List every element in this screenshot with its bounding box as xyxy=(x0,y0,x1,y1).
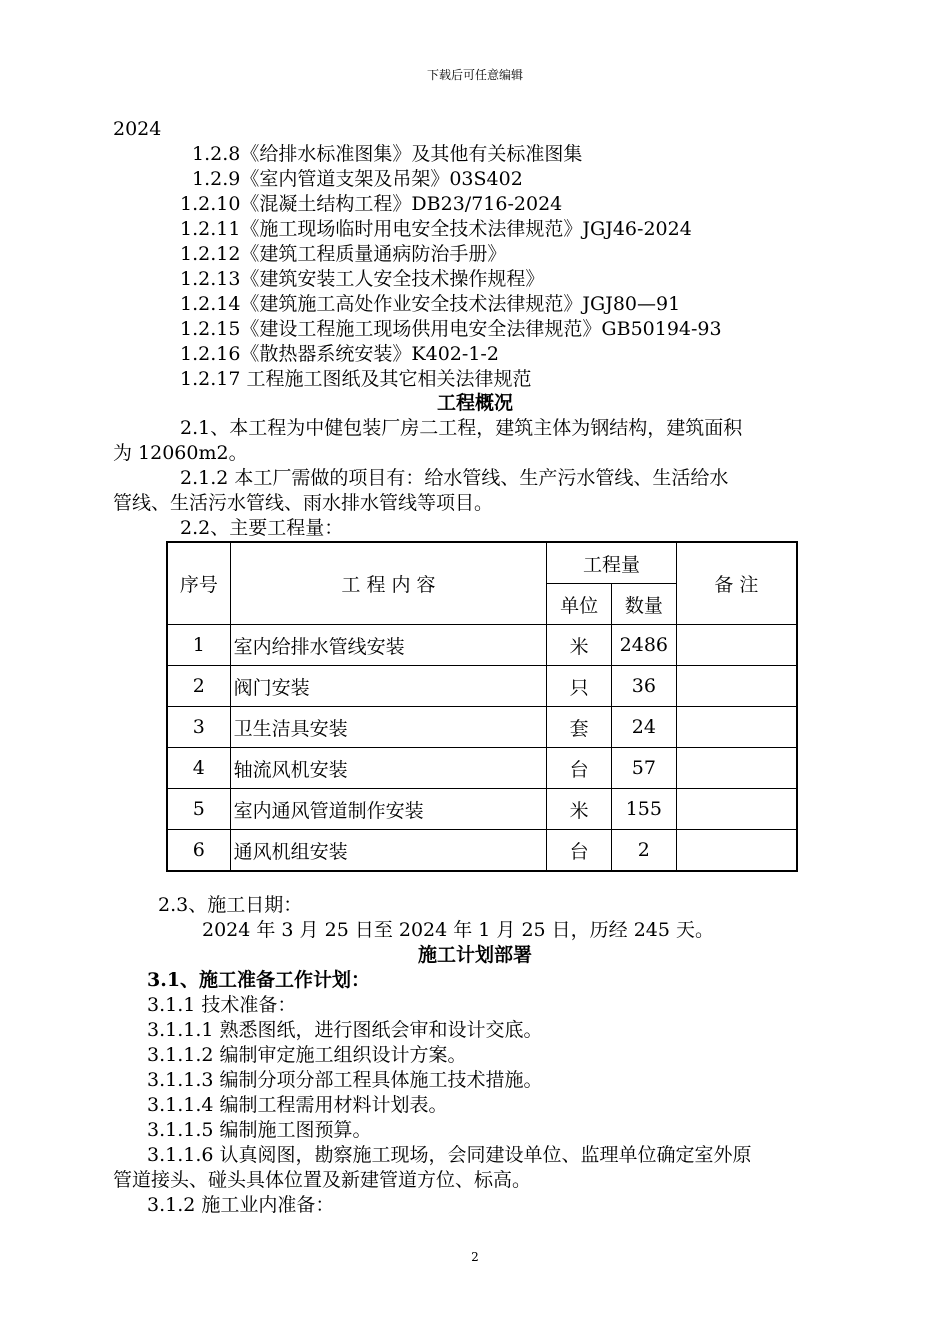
th-no: 序号 xyxy=(167,542,230,625)
page-header: 下载后可任意编辑 xyxy=(426,68,523,82)
item-3-1-1-3: 3.1.1.3 编制分项分部工程具体施工技术措施。 xyxy=(147,1069,543,1091)
item-3-1-1-2: 3.1.1.2 编制审定施工组织设计方案。 xyxy=(147,1044,467,1066)
item-3-1-1-6-line1: 3.1.1.6 认真阅图，勘察施工现场，会同建设单位、监理单位确定室外原 xyxy=(147,1144,752,1166)
cell-note xyxy=(676,707,797,748)
ref-1-2-9: 1.2.9《室内管道支架及吊架》03S402 xyxy=(192,168,523,190)
th-amount: 数量 xyxy=(611,584,676,625)
item-3-1-1: 3.1.1 技术准备： xyxy=(147,994,297,1016)
cell-amount: 57 xyxy=(611,748,676,789)
para-2-3: 2.3、施工日期： xyxy=(158,894,303,916)
quantity-table xyxy=(166,541,798,872)
ref-1-2-16: 1.2.16《散热器系统安装》K402-1-2 xyxy=(180,343,499,365)
cell-no: 2 xyxy=(167,666,230,707)
cell-content: 卫生洁具安装 xyxy=(230,707,547,748)
ref-1-2-8: 1.2.8《给排水标准图集》及其他有关标准图集 xyxy=(192,143,583,165)
cell-unit: 套 xyxy=(547,707,612,748)
cell-no: 1 xyxy=(167,625,230,666)
cell-unit: 米 xyxy=(547,789,612,830)
cell-content: 通风机组安装 xyxy=(230,830,547,872)
cell-unit: 台 xyxy=(547,830,612,872)
table-row xyxy=(167,707,797,748)
table-row xyxy=(167,666,797,707)
cell-unit: 只 xyxy=(547,666,612,707)
cell-no: 6 xyxy=(167,830,230,872)
cell-amount: 2486 xyxy=(611,625,676,666)
cell-no: 4 xyxy=(167,748,230,789)
para-2-3-dates: 2024 年 3 月 25 日至 2024 年 1 月 25 日，历经 245 天。 xyxy=(202,919,715,941)
ref-1-2-10: 1.2.10《混凝土结构工程》DB23/716-2024 xyxy=(180,193,563,215)
cell-content: 室内通风管道制作安装 xyxy=(230,789,547,830)
para-2-1-line2: 为 12060m2。 xyxy=(113,442,248,464)
table-row xyxy=(167,789,797,830)
cell-amount: 36 xyxy=(611,666,676,707)
item-3-1-1-6-line2: 管道接头、碰头具体位置及新建管道方位、标高。 xyxy=(113,1169,532,1191)
cell-note xyxy=(676,748,797,789)
section-title-overview: 工程概况 xyxy=(436,392,513,414)
cell-amount: 24 xyxy=(611,707,676,748)
th-note: 备 注 xyxy=(676,542,797,625)
th-qty: 工程量 xyxy=(547,542,677,584)
cell-no: 3 xyxy=(167,707,230,748)
ref-1-2-17: 1.2.17 工程施工图纸及其它相关法律规范 xyxy=(180,368,532,390)
ref-1-2-12: 1.2.12《建筑工程质量通病防治手册》 xyxy=(180,243,507,265)
page-number: 2 xyxy=(471,1250,479,1264)
table-row xyxy=(167,625,797,666)
cell-note xyxy=(676,830,797,872)
cell-amount: 2 xyxy=(611,830,676,872)
ref-1-2-14: 1.2.14《建筑施工高处作业安全技术法律规范》JGJ80—91 xyxy=(180,293,681,315)
ref-1-2-13: 1.2.13《建筑安装工人安全技术操作规程》 xyxy=(180,268,545,290)
cell-unit: 米 xyxy=(547,625,612,666)
th-content: 工 程 内 容 xyxy=(230,542,547,625)
cell-content: 轴流风机安装 xyxy=(230,748,547,789)
ref-1-2-11: 1.2.11《施工现场临时用电安全技术法律规范》JGJ46-2024 xyxy=(180,218,692,240)
item-3-1-1-5: 3.1.1.5 编制施工图预算。 xyxy=(147,1119,372,1141)
cell-content: 阀门安装 xyxy=(230,666,547,707)
ref-1-2-15: 1.2.15《建设工程施工现场供用电安全法律规范》GB50194-93 xyxy=(180,318,722,340)
section-title-plan: 施工计划部署 xyxy=(417,944,532,966)
cell-amount: 155 xyxy=(611,789,676,830)
cell-note xyxy=(676,625,797,666)
th-unit: 单位 xyxy=(547,584,612,625)
heading-3-1: 3.1、施工准备工作计划： xyxy=(147,969,371,991)
item-3-1-2: 3.1.2 施工业内准备： xyxy=(147,1194,335,1216)
para-2-1-2-line2: 管线、生活污水管线、雨水排水管线等项目。 xyxy=(113,492,494,514)
table-row xyxy=(167,748,797,789)
cell-content: 室内给排水管线安装 xyxy=(230,625,547,666)
table-row xyxy=(167,830,797,872)
para-2-2: 2.2、主要工程量： xyxy=(180,517,344,539)
continued-year: 2024 xyxy=(113,118,162,140)
cell-note xyxy=(676,789,797,830)
cell-no: 5 xyxy=(167,789,230,830)
cell-note xyxy=(676,666,797,707)
item-3-1-1-1: 3.1.1.1 熟悉图纸，进行图纸会审和设计交底。 xyxy=(147,1019,543,1041)
item-3-1-1-4: 3.1.1.4 编制工程需用材料计划表。 xyxy=(147,1094,448,1116)
cell-unit: 台 xyxy=(547,748,612,789)
para-2-1-line1: 2.1、本工程为中健包装厂房二工程，建筑主体为钢结构，建筑面积 xyxy=(180,417,743,439)
para-2-1-2-line1: 2.1.2 本工厂需做的项目有：给水管线、生产污水管线、生活给水 xyxy=(180,467,729,489)
